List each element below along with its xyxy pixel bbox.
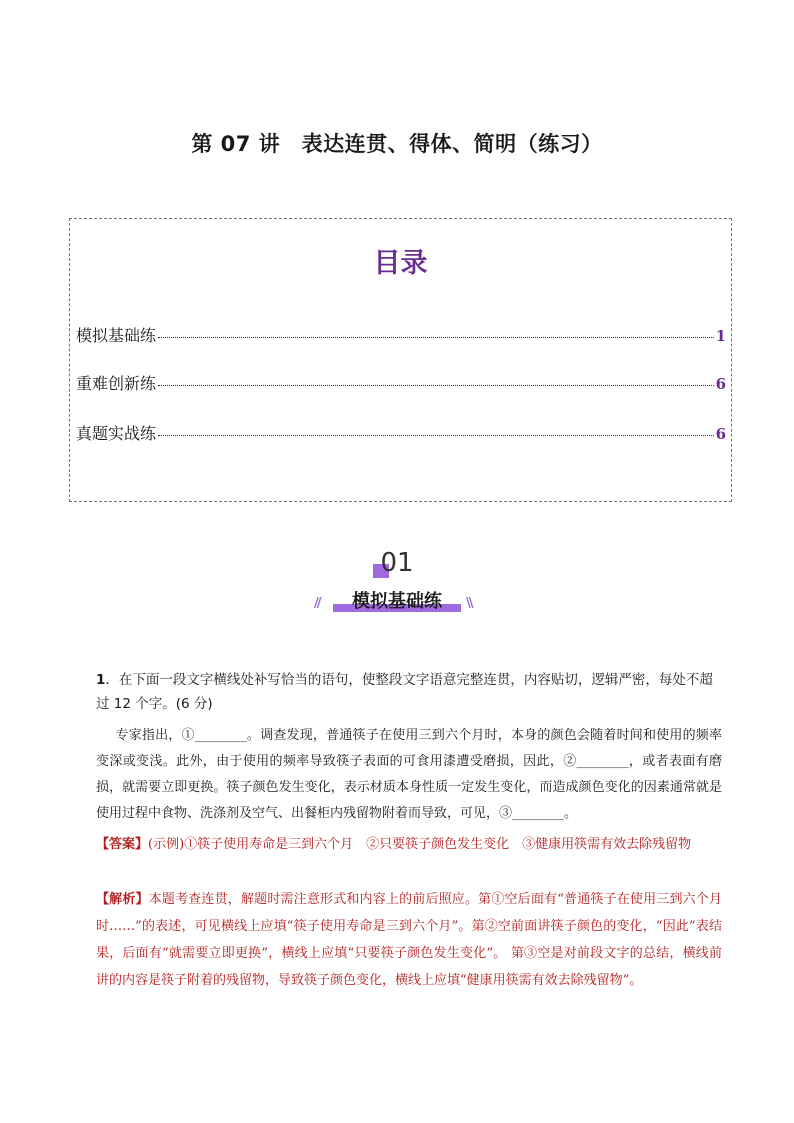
- toc-heading: 目录: [373, 248, 428, 279]
- analysis-text: 本题考查连贯，解题时需注意形式和内容上的前后照应。第①空后面有“普通筷子在使用三到六个月时……”的表述，可见横线上应填“筷子使用寿命是三到六个月”。第②空前面讲筷子颜色的变化，“因此”表结果，后面有“就需要立即更换”，横线上应填“只要筷子颜色发生变化”。 第③空是对前段文字的总结，横线前讲的内容是筷子附着的残留物，导致筷子颜色变化，横线上应填“健康用筷需有效去除残留物”。: [96, 892, 722, 988]
- analysis-tag: 【解析】: [96, 892, 149, 907]
- question-prompt: [96, 668, 722, 716]
- toc-item-label: 重难创新练: [76, 374, 157, 393]
- toc-item-label: 真题实战练: [76, 424, 157, 443]
- toc-leader: [158, 385, 714, 386]
- analysis-block: [96, 886, 722, 994]
- answer-tag: 【答案】: [96, 837, 149, 852]
- question-passage: 专家指出，①________。调查发现，普通筷子在使用三到六个月时，本身的颜色会随着时间和使用的频率变深或变浅。此外，由于使用的频率导致筷子表面的可食用漆遭受磨损，因此，②________，或者表面有磨损，就需要立即更换。筷子颜色发生变化，表示材质本身性质一定发生变化，而造成颜色变化的因素通常就是使用过程中食物、洗涤剂及空气、出餐柜内残留物附着而导致，可见，③________。: [96, 728, 722, 821]
- toc-item-page: 1: [715, 327, 726, 345]
- toc-item-real-exam[interactable]: [76, 421, 726, 444]
- toc-leader: [158, 337, 714, 338]
- section-right-decoration: \\: [466, 596, 472, 611]
- toc-item-basic[interactable]: [76, 323, 726, 346]
- table-of-contents: [69, 218, 732, 502]
- section-left-decoration: //: [314, 596, 320, 611]
- toc-item-page: 6: [715, 375, 726, 393]
- question-text: ．在下面一段文字横线处补写恰当的语句，使整段文字语意完整连贯，内容贴切，逻辑严密，每处不超过 12 个字。(6 分): [96, 672, 713, 712]
- toc-item-page: 6: [715, 425, 726, 443]
- section-number: 01: [380, 548, 414, 578]
- section-title: 模拟基础练: [352, 591, 442, 612]
- answer-block: [96, 832, 722, 858]
- toc-leader: [158, 435, 714, 436]
- question-number: 1: [96, 672, 106, 688]
- toc-item-label: 模拟基础练: [76, 326, 157, 345]
- toc-item-advanced[interactable]: [76, 371, 726, 394]
- answer-text: (示例)①筷子使用寿命是三到六个月 ②只要筷子颜色发生变化 ③健康用筷需有效去除残留物: [148, 837, 692, 852]
- section-banner: [333, 590, 461, 612]
- page-title: 第 07 讲 表达连贯、得体、简明（练习）: [191, 132, 603, 156]
